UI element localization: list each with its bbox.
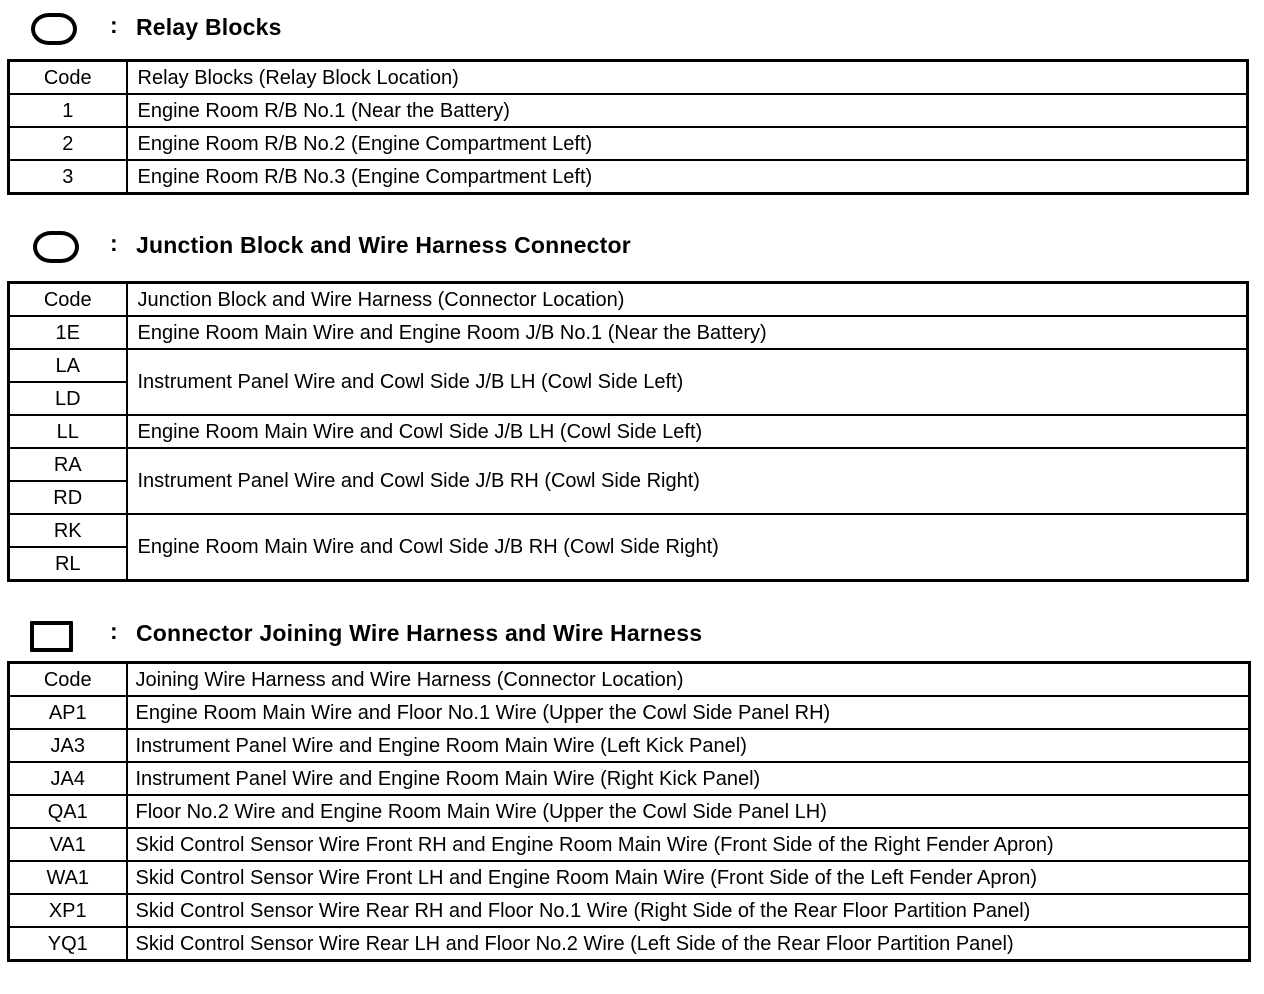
row-description: Skid Control Sensor Wire Rear LH and Floor No.2 Wire (Left Side of the Rear Floor Partition Panel) bbox=[127, 927, 1250, 961]
row-description: Skid Control Sensor Wire Rear RH and Floor No.1 Wire (Right Side of the Rear Floor Partition Panel) bbox=[127, 894, 1250, 927]
row-code: LL bbox=[9, 415, 127, 448]
row-description: Skid Control Sensor Wire Front RH and Engine Room Main Wire (Front Side of the Right Fender Apron) bbox=[127, 828, 1250, 861]
row-code: RD bbox=[9, 481, 127, 514]
row-code: JA4 bbox=[9, 762, 127, 795]
section-title: Relay Blocks bbox=[136, 14, 282, 40]
table-row bbox=[9, 795, 1250, 828]
row-code: RL bbox=[9, 547, 127, 581]
row-code: LA bbox=[9, 349, 127, 382]
row-description: Engine Room R/B No.1 (Near the Battery) bbox=[127, 94, 1248, 127]
junction-block-table bbox=[7, 281, 1249, 582]
header-code: Code bbox=[9, 283, 127, 317]
row-code: RK bbox=[9, 514, 127, 547]
row-description: Instrument Panel Wire and Engine Room Main Wire (Right Kick Panel) bbox=[127, 762, 1250, 795]
table-row bbox=[9, 448, 1248, 481]
table-row bbox=[9, 94, 1248, 127]
row-code: XP1 bbox=[9, 894, 127, 927]
table-row bbox=[9, 927, 1250, 961]
table-header-row bbox=[9, 61, 1248, 95]
row-code: WA1 bbox=[9, 861, 127, 894]
table-row bbox=[9, 415, 1248, 448]
row-code: JA3 bbox=[9, 729, 127, 762]
table-header-row bbox=[9, 663, 1250, 697]
heading-colon: : bbox=[110, 12, 118, 38]
table-row bbox=[9, 514, 1248, 547]
table-row bbox=[9, 349, 1248, 382]
table-row bbox=[9, 696, 1250, 729]
table-row bbox=[9, 729, 1250, 762]
header-description: Junction Block and Wire Harness (Connector Location) bbox=[127, 283, 1248, 317]
section-title: Connector Joining Wire Harness and Wire Harness bbox=[136, 620, 703, 646]
header-code: Code bbox=[9, 663, 127, 697]
row-description: Engine Room Main Wire and Engine Room J/B No.1 (Near the Battery) bbox=[127, 316, 1248, 349]
row-code: YQ1 bbox=[9, 927, 127, 961]
table-row bbox=[9, 316, 1248, 349]
heading-colon: : bbox=[110, 230, 118, 256]
heading-colon: : bbox=[110, 618, 118, 644]
row-description: Engine Room R/B No.3 (Engine Compartment Left) bbox=[127, 160, 1248, 194]
row-code: RA bbox=[9, 448, 127, 481]
row-description: Engine Room R/B No.2 (Engine Compartment Left) bbox=[127, 127, 1248, 160]
relay-blocks-table bbox=[7, 59, 1249, 195]
table-header-row bbox=[9, 283, 1248, 317]
row-description: Floor No.2 Wire and Engine Room Main Wire (Upper the Cowl Side Panel LH) bbox=[127, 795, 1250, 828]
section-title: Junction Block and Wire Harness Connector bbox=[136, 232, 631, 258]
row-code: QA1 bbox=[9, 795, 127, 828]
row-description: Skid Control Sensor Wire Front LH and Engine Room Main Wire (Front Side of the Left Fender Apron) bbox=[127, 861, 1250, 894]
header-description: Relay Blocks (Relay Block Location) bbox=[127, 61, 1248, 95]
row-code: VA1 bbox=[9, 828, 127, 861]
square-icon bbox=[30, 621, 73, 652]
rounded-rectangle-icon bbox=[31, 13, 77, 45]
row-code: LD bbox=[9, 382, 127, 415]
row-code: AP1 bbox=[9, 696, 127, 729]
row-code: 1E bbox=[9, 316, 127, 349]
table-row bbox=[9, 828, 1250, 861]
header-description: Joining Wire Harness and Wire Harness (Connector Location) bbox=[127, 663, 1250, 697]
row-description: Engine Room Main Wire and Cowl Side J/B LH (Cowl Side Left) bbox=[127, 415, 1248, 448]
table-row bbox=[9, 894, 1250, 927]
row-description: Instrument Panel Wire and Cowl Side J/B LH (Cowl Side Left) bbox=[127, 349, 1248, 415]
section-heading-connector-joining bbox=[0, 614, 1264, 654]
row-description: Engine Room Main Wire and Floor No.1 Wire (Upper the Cowl Side Panel RH) bbox=[127, 696, 1250, 729]
header-code: Code bbox=[9, 61, 127, 95]
section-heading-junction-block bbox=[0, 226, 1264, 266]
row-description: Instrument Panel Wire and Cowl Side J/B RH (Cowl Side Right) bbox=[127, 448, 1248, 514]
table-row bbox=[9, 127, 1248, 160]
table-row bbox=[9, 160, 1248, 194]
table-row bbox=[9, 861, 1250, 894]
connector-joining-table bbox=[7, 661, 1251, 962]
row-description: Instrument Panel Wire and Engine Room Main Wire (Left Kick Panel) bbox=[127, 729, 1250, 762]
row-description: Engine Room Main Wire and Cowl Side J/B RH (Cowl Side Right) bbox=[127, 514, 1248, 581]
row-code: 3 bbox=[9, 160, 127, 194]
rounded-rectangle-icon bbox=[33, 231, 79, 263]
section-heading-relay-blocks bbox=[0, 8, 1264, 48]
row-code: 2 bbox=[9, 127, 127, 160]
row-code: 1 bbox=[9, 94, 127, 127]
table-row bbox=[9, 762, 1250, 795]
